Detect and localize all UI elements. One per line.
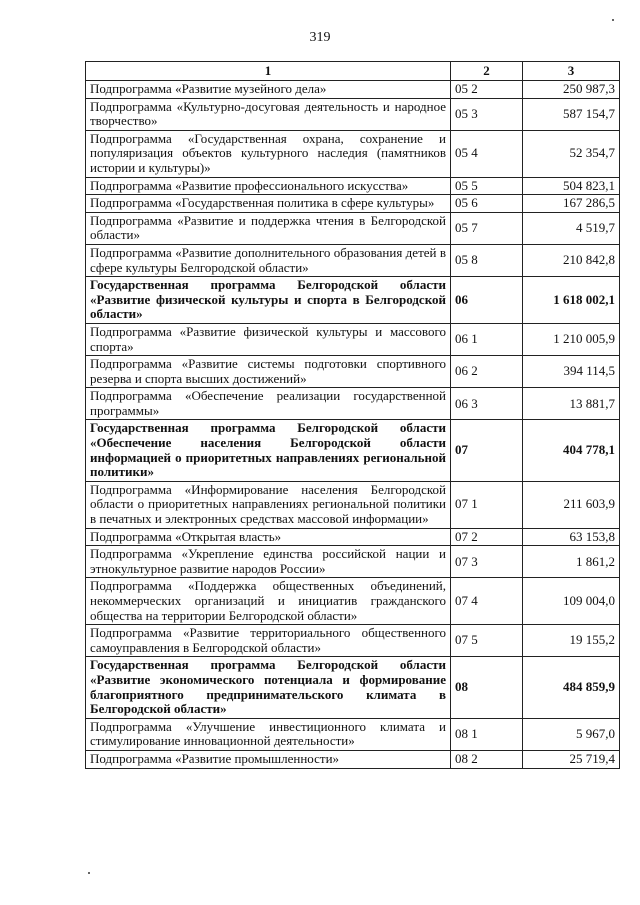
row-name-cell: Подпрограмма «Развитие профессионального искусства» <box>86 177 451 195</box>
row-code-cell: 07 4 <box>451 578 523 625</box>
table-header-row <box>86 62 620 81</box>
row-code-cell: 05 5 <box>451 177 523 195</box>
table-row <box>86 528 620 546</box>
table-row <box>86 177 620 195</box>
row-name-cell: Подпрограмма «Открытая власть» <box>86 528 451 546</box>
table-row <box>86 323 620 355</box>
row-amount-cell: 1 210 005,9 <box>523 323 620 355</box>
row-amount-cell: 13 881,7 <box>523 388 620 420</box>
row-amount-cell: 210 842,8 <box>523 244 620 276</box>
row-amount-cell: 25 719,4 <box>523 750 620 768</box>
table-row-program <box>86 277 620 324</box>
row-name-cell: Подпрограмма «Развитие системы подготовки спортивного резерва и спорта высших достижений» <box>86 356 451 388</box>
row-amount-cell: 19 155,2 <box>523 625 620 657</box>
table-row <box>86 750 620 768</box>
row-code-cell: 06 1 <box>451 323 523 355</box>
row-code-cell: 05 4 <box>451 130 523 177</box>
row-name-cell: Подпрограмма «Государственная охрана, сохранение и популяризация объектов культурного наследия (памятников истории и культуры)» <box>86 130 451 177</box>
row-amount-cell: 1 618 002,1 <box>523 277 620 324</box>
row-code-cell: 06 3 <box>451 388 523 420</box>
table-row <box>86 212 620 244</box>
column-header-code: 2 <box>451 62 523 81</box>
row-amount-cell: 250 987,3 <box>523 81 620 99</box>
row-code-cell: 08 1 <box>451 718 523 750</box>
row-code-cell: 06 <box>451 277 523 324</box>
row-name-cell: Государственная программа Белгородской области «Развитие физической культуры и спорта в Белгородской области» <box>86 277 451 324</box>
table-row <box>86 244 620 276</box>
row-name-cell: Государственная программа Белгородской области «Обеспечение населения Белгородской области информацией о приоритетных направлениях региональной политики» <box>86 420 451 481</box>
row-code-cell: 07 5 <box>451 625 523 657</box>
row-amount-cell: 404 778,1 <box>523 420 620 481</box>
row-code-cell: 08 <box>451 657 523 718</box>
scan-speck <box>88 872 90 874</box>
table-row <box>86 356 620 388</box>
row-code-cell: 06 2 <box>451 356 523 388</box>
row-name-cell: Подпрограмма «Развитие территориального общественного самоуправления в Белгородской области» <box>86 625 451 657</box>
row-name-cell: Подпрограмма «Укрепление единства российской нации и этнокультурное развитие народов России» <box>86 546 451 578</box>
row-name-cell: Государственная программа Белгородской области «Развитие экономического потенциала и формирование благоприятного предпринимательского климата в Белгородской области» <box>86 657 451 718</box>
table-row <box>86 546 620 578</box>
table-row <box>86 130 620 177</box>
table-row <box>86 98 620 130</box>
row-amount-cell: 484 859,9 <box>523 657 620 718</box>
row-name-cell: Подпрограмма «Развитие музейного дела» <box>86 81 451 99</box>
row-amount-cell: 211 603,9 <box>523 481 620 528</box>
table-row-program <box>86 657 620 718</box>
row-code-cell: 07 1 <box>451 481 523 528</box>
row-code-cell: 07 3 <box>451 546 523 578</box>
page-number: 319 <box>309 30 331 45</box>
row-amount-cell: 587 154,7 <box>523 98 620 130</box>
column-header-name: 1 <box>86 62 451 81</box>
row-name-cell: Подпрограмма «Информирование населения Белгородской области о приоритетных направлениях региональной политики в печатных и электронных средствах массовой информации» <box>86 481 451 528</box>
table-row <box>86 625 620 657</box>
row-name-cell: Подпрограмма «Государственная политика в сфере культуры» <box>86 195 451 213</box>
row-code-cell: 07 <box>451 420 523 481</box>
table-body <box>86 81 620 769</box>
table-row <box>86 388 620 420</box>
row-amount-cell: 63 153,8 <box>523 528 620 546</box>
row-amount-cell: 394 114,5 <box>523 356 620 388</box>
row-amount-cell: 109 004,0 <box>523 578 620 625</box>
row-name-cell: Подпрограмма «Обеспечение реализации государственной программы» <box>86 388 451 420</box>
table-row-program <box>86 420 620 481</box>
row-name-cell: Подпрограмма «Развитие дополнительного образования детей в сфере культуры Белгородской области» <box>86 244 451 276</box>
row-code-cell: 05 6 <box>451 195 523 213</box>
column-header-amount: 3 <box>523 62 620 81</box>
row-code-cell: 05 2 <box>451 81 523 99</box>
table-row <box>86 195 620 213</box>
table-row <box>86 718 620 750</box>
row-amount-cell: 167 286,5 <box>523 195 620 213</box>
row-code-cell: 08 2 <box>451 750 523 768</box>
row-code-cell: 05 7 <box>451 212 523 244</box>
table-row <box>86 481 620 528</box>
row-amount-cell: 1 861,2 <box>523 546 620 578</box>
row-name-cell: Подпрограмма «Поддержка общественных объединений, некоммерческих организаций и инициатив гражданского общества на территории Белгородской области» <box>86 578 451 625</box>
row-code-cell: 05 8 <box>451 244 523 276</box>
row-name-cell: Подпрограмма «Культурно-досуговая деятельность и народное творчество» <box>86 98 451 130</box>
table-row <box>86 578 620 625</box>
row-amount-cell: 504 823,1 <box>523 177 620 195</box>
row-code-cell: 07 2 <box>451 528 523 546</box>
row-name-cell: Подпрограмма «Улучшение инвестиционного климата и стимулирование инновационной деятельности» <box>86 718 451 750</box>
row-name-cell: Подпрограмма «Развитие и поддержка чтения в Белгородской области» <box>86 212 451 244</box>
row-name-cell: Подпрограмма «Развитие промышленности» <box>86 750 451 768</box>
budget-table <box>85 61 620 769</box>
row-amount-cell: 4 519,7 <box>523 212 620 244</box>
row-amount-cell: 5 967,0 <box>523 718 620 750</box>
table-row <box>86 81 620 99</box>
row-name-cell: Подпрограмма «Развитие физической культуры и массового спорта» <box>86 323 451 355</box>
row-code-cell: 05 3 <box>451 98 523 130</box>
scan-speck <box>612 19 614 21</box>
row-amount-cell: 52 354,7 <box>523 130 620 177</box>
